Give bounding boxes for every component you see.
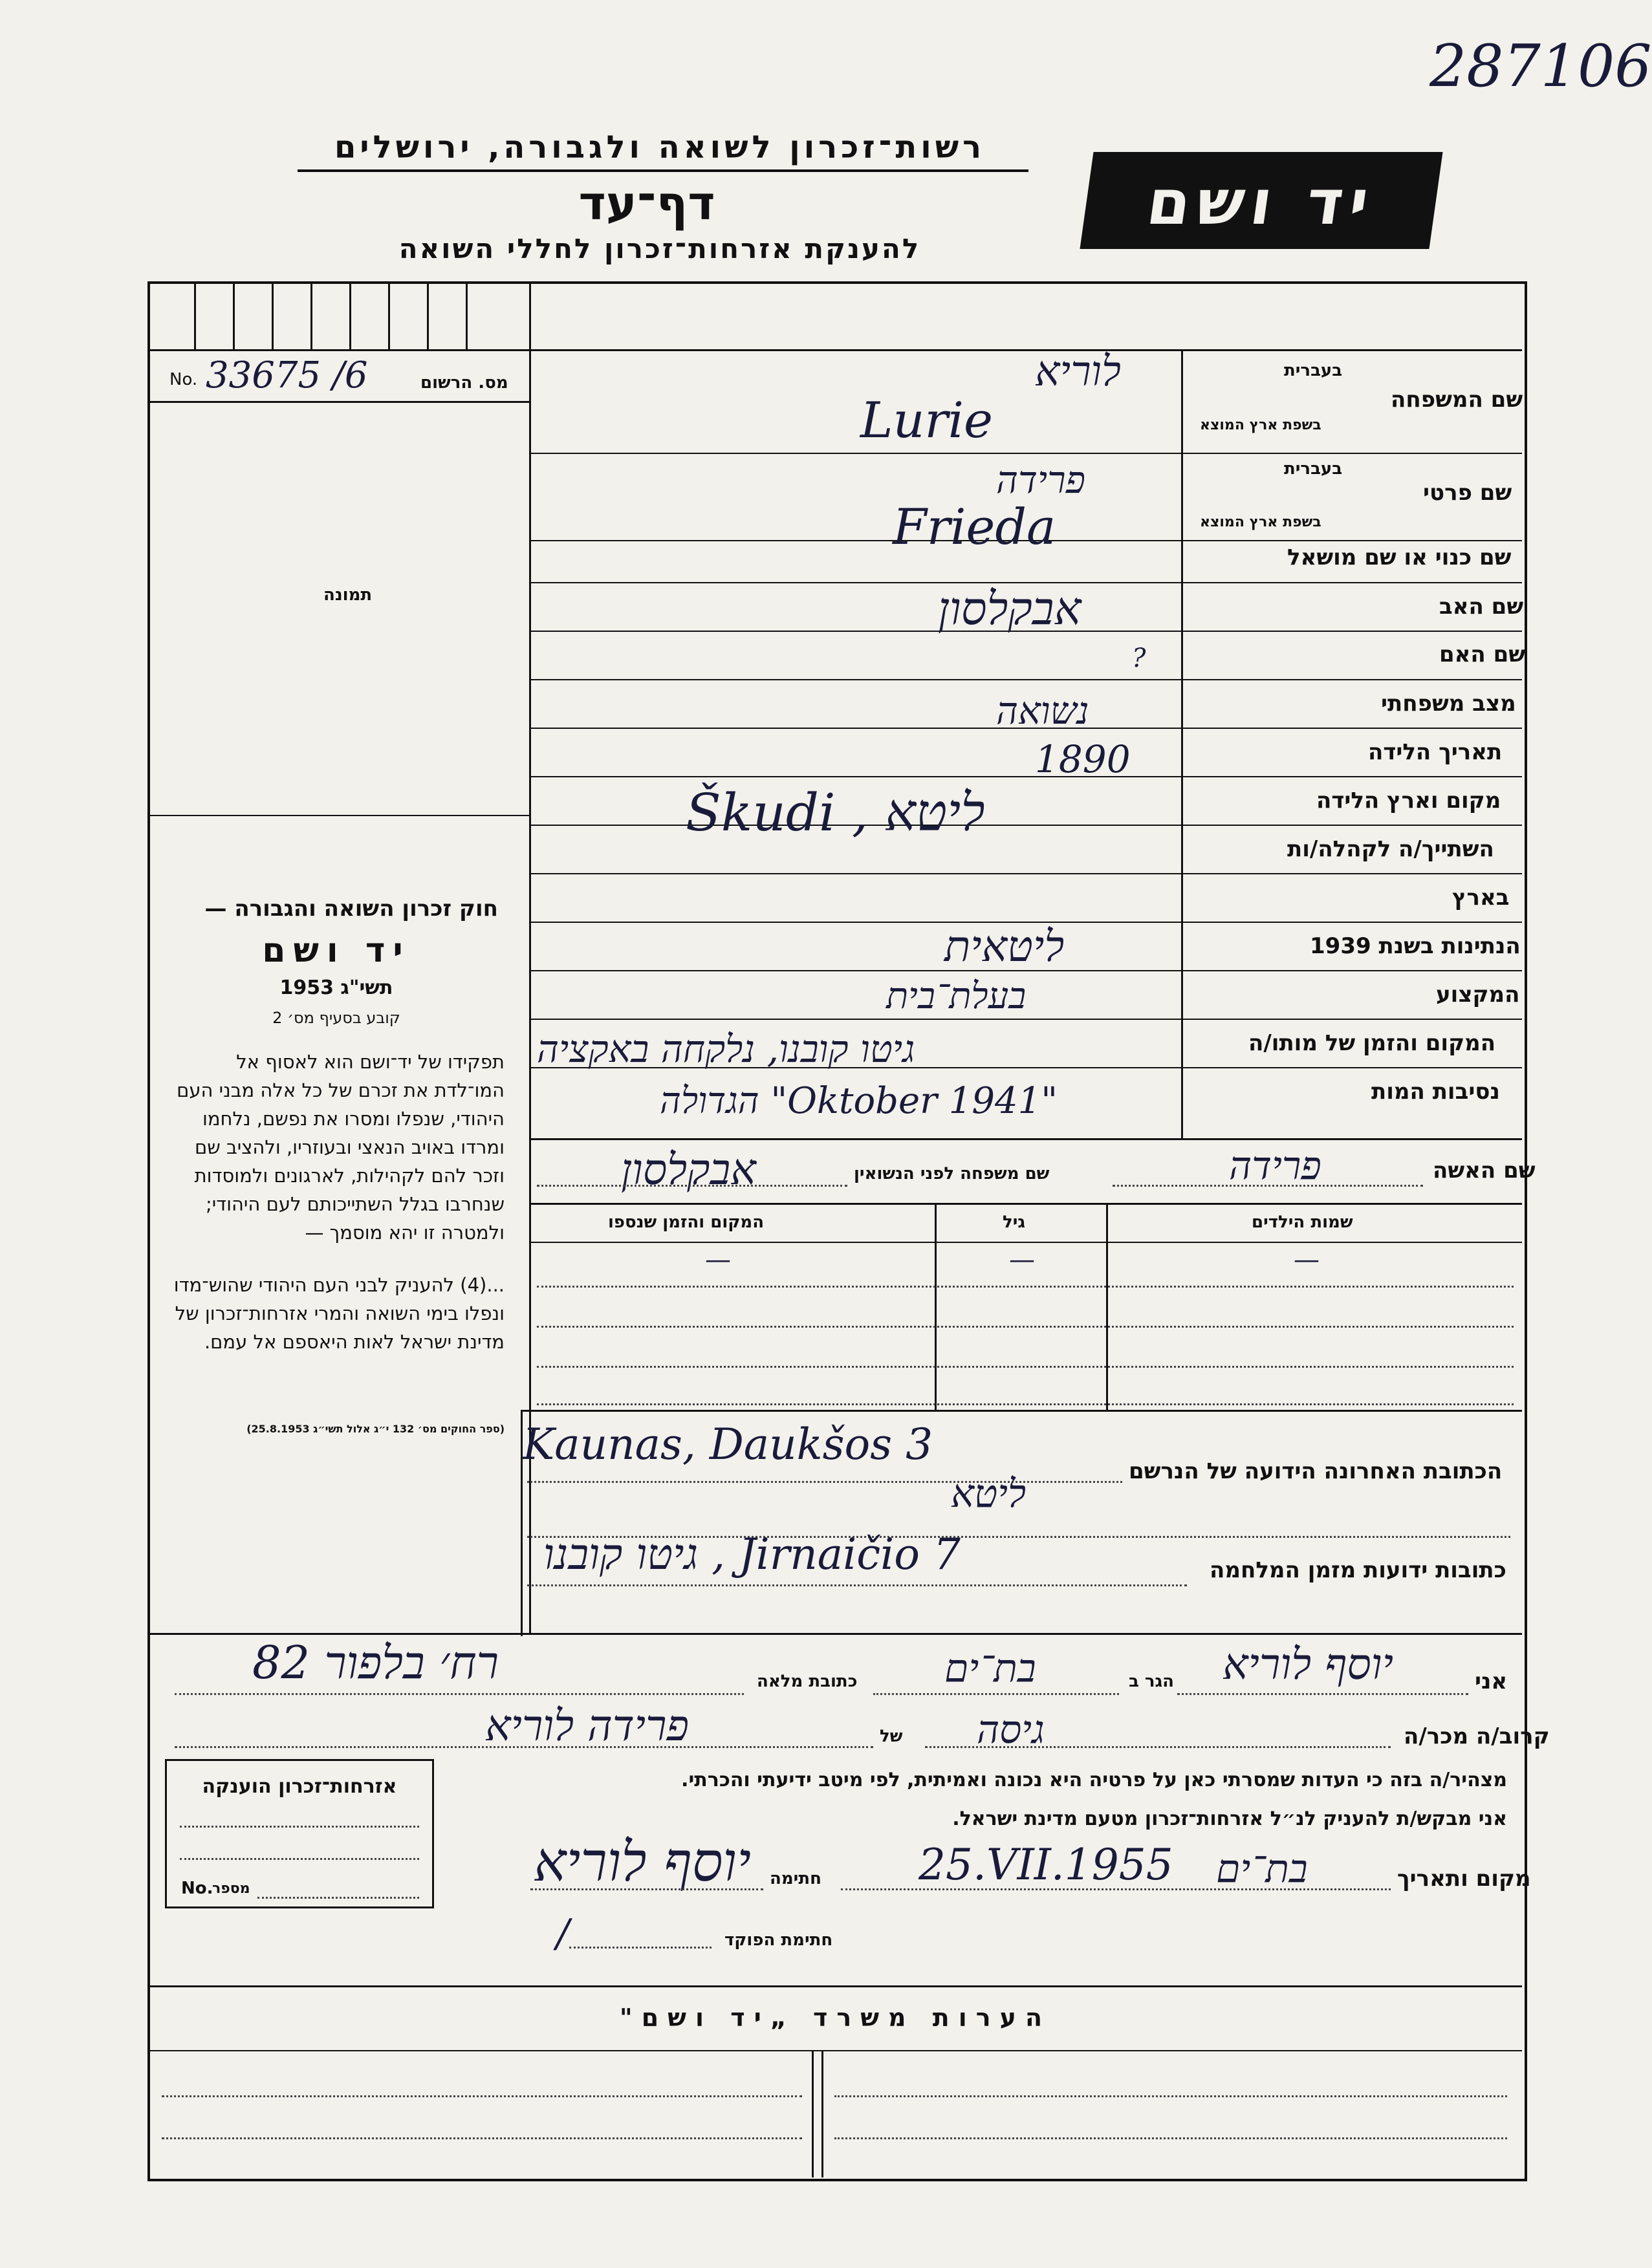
father-label: שם האב [1439,594,1524,620]
children-row-place: — [705,1245,731,1275]
witness-address-label: כתובת מלאה [757,1672,858,1691]
family-name-label: שם המשפחה [1391,387,1523,413]
mother-label: שם האם [1439,642,1526,667]
registration-no-value: 33675 /6 [206,354,368,396]
law-year: תשי"ג 1953 [279,977,393,999]
country-label: בארץ [1452,885,1510,911]
law-section: קובע בסעיף מס׳ 2 [272,1009,400,1027]
death-place-label: המקום והזמן של מותו/ה [1248,1030,1496,1056]
registration-no-prefix: No. [169,370,198,389]
law-name: יד ושם [262,931,411,970]
family-name-origin-value: Lurie [860,391,994,449]
form-subtitle: להענקת אזרחות־זכרון לחללי השואה [398,233,921,265]
first-name-sub-hebrew: בעברית [1284,459,1343,479]
first-name-label: שם פרטי [1423,480,1512,506]
logo-text: יד ושם [1142,166,1380,239]
maiden-name-value: אבקלסון [621,1145,756,1194]
children-row-age: — [1009,1245,1035,1275]
children-header-names: שמות הילדים [1252,1213,1353,1232]
birth-place-value: Škudi , ליטא [686,783,985,843]
mother-value: ? [1132,643,1146,673]
birth-place-label: מקום וארץ הלידה [1316,788,1501,814]
last-address-label: הכתובת האחרונה הידועה של הנרשם [1129,1458,1503,1484]
citizenship-granted-box [165,1759,434,1908]
citizenship-box-title: אזרחות־זכרון הוענקה [202,1775,397,1798]
witness-city: בת־ים [944,1646,1036,1691]
photo-label: תמונה [323,585,373,605]
marital-label: מצב משפחתי [1381,691,1516,717]
citizenship-box-no-prefix: No. [181,1879,213,1898]
form-title: דף־עד [578,176,715,230]
request-text: אני מבקש/ת להעניק לנ״ל אזרחות־זכרון מטעם מדינת ישראל. [952,1808,1507,1830]
signature-label: חתימה [770,1869,821,1888]
maiden-name-label: שם משפחה לפני הנשואין [854,1164,1050,1183]
signature-value: יוסף לוריא [534,1830,751,1894]
place-value: בת־ים [1216,1846,1308,1892]
last-address-value: Kaunas, Daukšos 3 [523,1420,933,1469]
authority-name: רשות־זכרון לשואה ולגבורה, ירושלים [334,129,986,166]
spouse-value: פרידה [1229,1143,1321,1189]
yad-vashem-logo [1080,152,1442,249]
children-row-name: — [1294,1245,1320,1275]
children-header-place: המקום והזמן שנספו [608,1213,765,1232]
witness-ani: אני [1475,1669,1508,1694]
witness-address: רח׳ בלפור 82 [252,1636,499,1689]
relation-value: גיסה [977,1707,1045,1753]
community-label: השתייך/ה לקהלה/ות [1287,836,1494,862]
death-place-value: גיטו קובנו, נלקחה באקציה [537,1027,915,1071]
office-remarks-title: הערות משרד „יד ושם" [619,2003,1052,2032]
serial-number: 287106 [1429,32,1652,100]
first-name-origin-value: Frieda [893,498,1056,556]
family-name-sub-origin: בשפת ארץ המוצא [1200,417,1321,433]
birth-date-label: תאריך הלידה [1368,739,1503,765]
law-title: חוק זכרון השואה והגבורה — [204,896,498,922]
death-circumstances-value: הגדולה "Oktober 1941" [660,1080,1058,1122]
father-value: אבקלסון [938,582,1081,635]
relative-label: קרוב/ה מכר/ה [1404,1723,1550,1749]
citizenship-label: הנתינות בשנת 1939 [1310,933,1521,959]
official-signature-label: חתימת הפוקד [724,1930,833,1950]
profession-label: המקצוע [1436,982,1520,1008]
law-clause: ...(4) להעניק לבני העם היהודי שהוש־מדו ונפלו בימי השואה והמרי אזרחות־זכרון של מדינת ישראל לאות היאספם אל עמם. [173,1274,505,1353]
birth-date-value: 1890 [1035,737,1131,781]
war-country-value: ליטא [951,1471,1027,1517]
war-address-value: גיטו קובנו , Jirnaičio 7 [543,1529,961,1579]
witness-name: יוסף לוריא [1223,1639,1393,1689]
date-value: 25.VII.1955 [918,1840,1173,1890]
citizenship-value: ליטאית [944,922,1065,971]
spouse-label: שם האשה [1433,1158,1536,1183]
children-header-age: גיל [1003,1213,1026,1232]
law-text: תפקידו של יד־ושם הוא לאסוף אל המו־לדת את זכרם של כל אלה מבני העם היהודי, שנפלו ומסרו את נפשם, נלחמו ומרדו באויב הנאצי ובעוזריו, ולהציב שם וזכר להם לקהילות, לארגונים ולמוסדות שנחרבו בגלל השתייכותם לעם היהודי; ולמטרה זו יהא מוסמך — [177,1051,505,1244]
of-label: של [880,1727,903,1746]
registration-label: מס. הרשום [420,373,508,393]
profession-value: בעלת־בית [886,975,1027,1017]
declaration-text: מצהיר/ה בזה כי העדות שמסרתי כאן על פרטיה היא נכונה ואמיתית, לפי מיטב ידיעתי והכרתי. [681,1769,1507,1791]
official-signature-value: / [556,1911,570,1956]
family-name-hebrew-value: לוריא [1035,348,1121,396]
war-address-label: כתובות ידועות מזמן המלחמה [1210,1557,1506,1583]
place-date-label: מקום ותאריך [1397,1866,1531,1892]
first-name-hebrew-value: פרידה [996,458,1086,502]
of-name-value: פרידה לוריא [485,1701,690,1751]
family-name-sub-hebrew: בעברית [1284,361,1343,380]
first-name-sub-origin: בשפת ארץ המוצא [1200,514,1321,530]
law-footnote: (ספר החוקים מס׳ 132 י״ג אלול תשי״ג 25.8.1953) [246,1423,505,1435]
death-circumstances-label: נסיבות המות [1371,1079,1500,1105]
citizenship-box-no-he: מספר [212,1881,250,1897]
nickname-label: שם כנוי או שם מושאל [1287,545,1512,570]
marital-value: נשואה [996,689,1089,733]
witness-residing-label: הגר ב [1129,1672,1175,1691]
